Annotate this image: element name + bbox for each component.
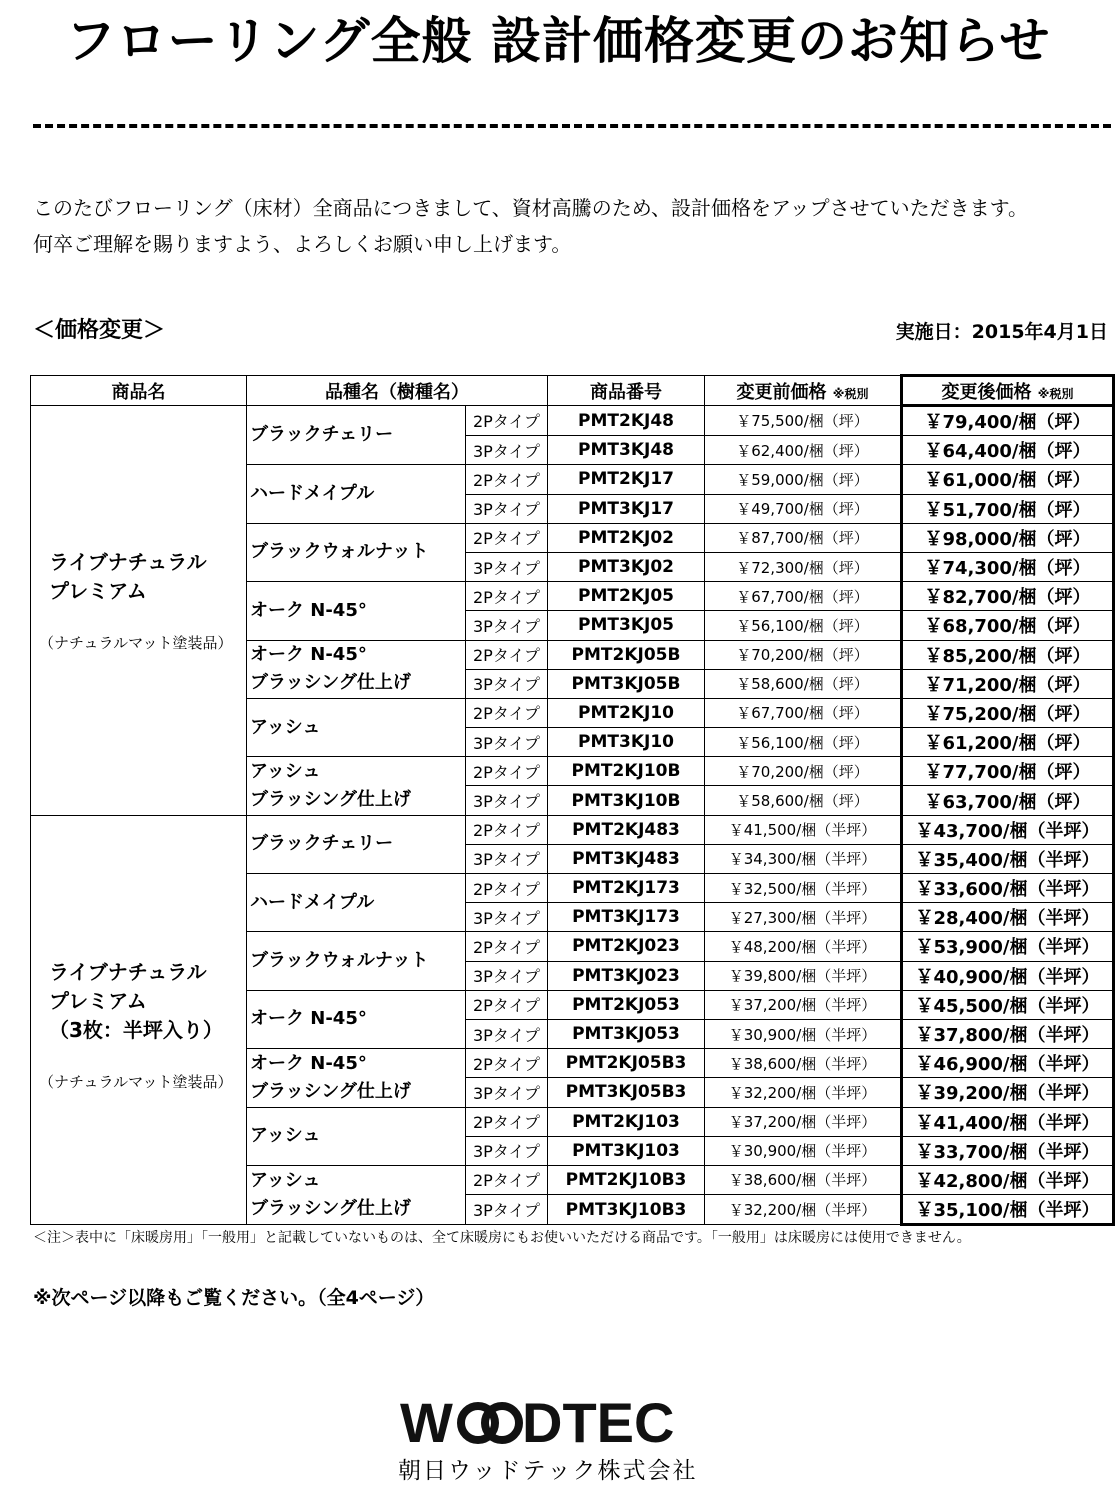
type-cell: 3Pタイプ [466, 961, 548, 990]
table-body [31, 406, 1114, 1225]
variety-name-cell [247, 640, 466, 698]
woodtec-wordmark-icon [398, 1390, 698, 1454]
type-cell: 2Pタイプ [466, 1049, 548, 1078]
type-cell: 2Pタイプ [466, 1165, 548, 1194]
svg-text:W: W [400, 1391, 453, 1454]
variety-finish: ブラッシング仕上げ [250, 1198, 411, 1220]
variety-name: ブラックウォルナット [250, 950, 429, 972]
type-cell: 3Pタイプ [466, 1078, 548, 1107]
product-code-cell: PMT3KJ10B3 [548, 1195, 705, 1225]
svg-text:DTEC: DTEC [522, 1391, 675, 1454]
variety-name: ブラックチェリー [250, 424, 394, 446]
old-price-cell: ￥56,100/梱（坪） [705, 728, 902, 757]
product-code-cell: PMT3KJ05B [548, 669, 705, 698]
product-code-cell: PMT3KJ10 [548, 728, 705, 757]
type-cell: 2Pタイプ [466, 406, 548, 436]
variety-name-cell [247, 990, 466, 1048]
header-old-price-label: 変更前価格 [736, 381, 827, 403]
new-price-cell: ￥40,900/梱（半坪） [902, 961, 1114, 990]
new-price-cell: ￥35,100/梱（半坪） [902, 1195, 1114, 1225]
variety-name-cell [247, 406, 466, 465]
old-price-cell: ￥67,700/梱（坪） [705, 582, 902, 611]
new-price-cell: ￥53,900/梱（半坪） [902, 932, 1114, 961]
new-price-cell: ￥74,300/梱（坪） [902, 552, 1114, 581]
type-cell: 2Pタイプ [466, 523, 548, 552]
intro-text [33, 190, 1113, 262]
page-title: フローリング全般 設計価格変更のお知らせ [65, 12, 1051, 70]
old-price-cell: ￥32,500/梱（半坪） [705, 874, 902, 903]
variety-name: ブラックチェリー [250, 833, 394, 855]
product-code-cell: PMT2KJ48 [548, 406, 705, 436]
type-cell: 2Pタイプ [466, 1107, 548, 1136]
variety-name: アッシュ [250, 1170, 321, 1192]
header-new-price-label: 変更後価格 [941, 381, 1032, 403]
old-price-cell: ￥30,900/梱（半坪） [705, 1019, 902, 1048]
new-price-cell: ￥46,900/梱（半坪） [902, 1049, 1114, 1078]
product-group-subtitle: （ナチュラルマット塗装品） [39, 634, 233, 652]
type-cell: 2Pタイプ [466, 815, 548, 844]
type-cell: 2Pタイプ [466, 990, 548, 1019]
old-price-cell: ￥56,100/梱（坪） [705, 611, 902, 640]
variety-name-cell [247, 1107, 466, 1165]
type-cell: 3Pタイプ [466, 1019, 548, 1048]
old-price-cell: ￥37,200/梱（半坪） [705, 990, 902, 1019]
type-cell: 3Pタイプ [466, 436, 548, 465]
variety-name: ハードメイプル [250, 891, 375, 913]
type-cell: 3Pタイプ [466, 1136, 548, 1165]
product-code-cell: PMT2KJ053 [548, 990, 705, 1019]
product-group-cell [31, 815, 247, 1225]
table-row [31, 406, 1114, 436]
new-price-cell: ￥75,200/梱（坪） [902, 698, 1114, 727]
next-page-notice: ※次ページ以降もご覧ください。（全4ページ） [33, 1287, 435, 1309]
product-code-cell: PMT2KJ023 [548, 932, 705, 961]
new-price-cell: ￥79,400/梱（坪） [902, 406, 1114, 436]
variety-finish: ブラッシング仕上げ [250, 672, 411, 694]
new-price-cell: ￥85,200/梱（坪） [902, 640, 1114, 669]
product-code-cell: PMT2KJ10B [548, 757, 705, 786]
header-new-tax-note: ※税別 [1037, 386, 1074, 401]
product-group-name: プレミアム [49, 988, 147, 1013]
old-price-cell: ￥72,300/梱（坪） [705, 552, 902, 581]
type-cell: 2Pタイプ [466, 698, 548, 727]
old-price-cell: ￥38,600/梱（半坪） [705, 1049, 902, 1078]
new-price-cell: ￥28,400/梱（半坪） [902, 903, 1114, 932]
type-cell: 2Pタイプ [466, 874, 548, 903]
product-code-cell: PMT2KJ05 [548, 582, 705, 611]
old-price-cell: ￥62,400/梱（坪） [705, 436, 902, 465]
product-group-name: ライブナチュラル [49, 959, 207, 984]
variety-name-cell [247, 523, 466, 581]
new-price-cell: ￥43,700/梱（半坪） [902, 815, 1114, 844]
variety-name-cell [247, 1165, 466, 1224]
product-code-cell: PMT3KJ173 [548, 903, 705, 932]
old-price-cell: ￥87,700/梱（坪） [705, 523, 902, 552]
price-table [30, 374, 1115, 1226]
variety-name-cell [247, 757, 466, 815]
old-price-cell: ￥75,500/梱（坪） [705, 406, 902, 436]
product-code-cell: PMT2KJ10 [548, 698, 705, 727]
product-code-cell: PMT2KJ02 [548, 523, 705, 552]
variety-name-cell [247, 815, 466, 873]
old-price-cell: ￥27,300/梱（半坪） [705, 903, 902, 932]
type-cell: 2Pタイプ [466, 757, 548, 786]
new-price-cell: ￥33,600/梱（半坪） [902, 874, 1114, 903]
product-code-cell: PMT3KJ053 [548, 1019, 705, 1048]
old-price-cell: ￥70,200/梱（坪） [705, 757, 902, 786]
new-price-cell: ￥37,800/梱（半坪） [902, 1019, 1114, 1048]
effective-date: 実施日：2015年4月1日 [895, 321, 1108, 343]
product-code-cell: PMT2KJ103 [548, 1107, 705, 1136]
new-price-cell: ￥64,400/梱（坪） [902, 436, 1114, 465]
footnote: ＜注＞表中に「床暖房用」「一般用」と記載していないものは、全て床暖房にもお使いいただける商品です。「一般用」は床暖房には使用できません。 [33, 1230, 971, 1246]
product-code-cell: PMT3KJ17 [548, 494, 705, 523]
new-price-cell: ￥61,000/梱（坪） [902, 465, 1114, 494]
variety-name: アッシュ [250, 760, 321, 782]
new-price-cell: ￥45,500/梱（半坪） [902, 990, 1114, 1019]
product-code-cell: PMT3KJ483 [548, 844, 705, 873]
new-price-cell: ￥42,800/梱（半坪） [902, 1165, 1114, 1194]
variety-name-cell [247, 698, 466, 756]
old-price-cell: ￥39,800/梱（半坪） [705, 961, 902, 990]
type-cell: 3Pタイプ [466, 786, 548, 815]
new-price-cell: ￥61,200/梱（坪） [902, 728, 1114, 757]
type-cell: 3Pタイプ [466, 552, 548, 581]
variety-name-cell [247, 932, 466, 990]
header-old-tax-note: ※税別 [832, 386, 869, 401]
type-cell: 3Pタイプ [466, 1195, 548, 1225]
product-group-name: （3枚：半坪入り） [49, 1017, 223, 1042]
new-price-cell: ￥35,400/梱（半坪） [902, 844, 1114, 873]
dashed-divider [33, 124, 1111, 128]
variety-name: ブラックウォルナット [250, 541, 429, 563]
old-price-cell: ￥70,200/梱（坪） [705, 640, 902, 669]
intro-line-1: このたびフローリング（床材）全商品につきまして、資材高騰のため、設計価格をアップさせていただきます。 [33, 196, 1028, 220]
product-group-name: プレミアム [49, 579, 147, 603]
woodtec-logo [398, 1390, 698, 1490]
product-code-cell: PMT3KJ023 [548, 961, 705, 990]
type-cell: 2Pタイプ [466, 640, 548, 669]
variety-name: オーク N-45° [250, 644, 367, 666]
new-price-cell: ￥39,200/梱（半坪） [902, 1078, 1114, 1107]
product-code-cell: PMT2KJ10B3 [548, 1165, 705, 1194]
variety-name-cell [247, 1049, 466, 1107]
type-cell: 3Pタイプ [466, 494, 548, 523]
table-row [31, 815, 1114, 844]
variety-name: アッシュ [250, 716, 321, 738]
old-price-cell: ￥41,500/梱（半坪） [705, 815, 902, 844]
variety-finish: ブラッシング仕上げ [250, 1080, 411, 1102]
product-code-cell: PMT3KJ02 [548, 552, 705, 581]
header-new-price [902, 376, 1114, 406]
product-code-cell: PMT3KJ48 [548, 436, 705, 465]
type-cell: 2Pタイプ [466, 932, 548, 961]
product-code-cell: PMT3KJ05B3 [548, 1078, 705, 1107]
old-price-cell: ￥59,000/梱（坪） [705, 465, 902, 494]
variety-name-cell [247, 465, 466, 523]
new-price-cell: ￥98,000/梱（坪） [902, 523, 1114, 552]
product-code-cell: PMT2KJ17 [548, 465, 705, 494]
variety-finish: ブラッシング仕上げ [250, 788, 411, 810]
type-cell: 2Pタイプ [466, 582, 548, 611]
new-price-cell: ￥41,400/梱（半坪） [902, 1107, 1114, 1136]
product-code-cell: PMT2KJ173 [548, 874, 705, 903]
new-price-cell: ￥71,200/梱（坪） [902, 669, 1114, 698]
old-price-cell: ￥38,600/梱（半坪） [705, 1165, 902, 1194]
new-price-cell: ￥63,700/梱（坪） [902, 786, 1114, 815]
variety-name: オーク N-45° [250, 1052, 367, 1074]
old-price-cell: ￥67,700/梱（坪） [705, 698, 902, 727]
table-header-row [31, 376, 1114, 406]
old-price-cell: ￥32,200/梱（半坪） [705, 1195, 902, 1225]
product-code-cell: PMT2KJ05B [548, 640, 705, 669]
product-code-cell: PMT3KJ05 [548, 611, 705, 640]
old-price-cell: ￥58,600/梱（坪） [705, 669, 902, 698]
old-price-cell: ￥32,200/梱（半坪） [705, 1078, 902, 1107]
old-price-cell: ￥30,900/梱（半坪） [705, 1136, 902, 1165]
type-cell: 3Pタイプ [466, 844, 548, 873]
old-price-cell: ￥49,700/梱（坪） [705, 494, 902, 523]
old-price-cell: ￥34,300/梱（半坪） [705, 844, 902, 873]
type-cell: 2Pタイプ [466, 465, 548, 494]
new-price-cell: ￥33,700/梱（半坪） [902, 1136, 1114, 1165]
new-price-cell: ￥68,700/梱（坪） [902, 611, 1114, 640]
variety-name: オーク N-45° [250, 599, 367, 621]
type-cell: 3Pタイプ [466, 728, 548, 757]
new-price-cell: ￥51,700/梱（坪） [902, 494, 1114, 523]
product-group-name: ライブナチュラル [49, 550, 207, 574]
header-product: 商品名 [31, 376, 247, 406]
product-code-cell: PMT2KJ05B3 [548, 1049, 705, 1078]
variety-name: アッシュ [250, 1125, 321, 1147]
type-cell: 3Pタイプ [466, 903, 548, 932]
type-cell: 3Pタイプ [466, 669, 548, 698]
new-price-cell: ￥82,700/梱（坪） [902, 582, 1114, 611]
type-cell: 3Pタイプ [466, 611, 548, 640]
company-name: 朝日ウッドテック株式会社 [398, 1458, 698, 1484]
product-code-cell: PMT2KJ483 [548, 815, 705, 844]
product-group-cell [31, 406, 247, 816]
header-old-price [705, 376, 902, 406]
intro-line-2: 何卒ご理解を賜りますよう、よろしくお願い申し上げます。 [33, 232, 572, 256]
variety-name-cell [247, 874, 466, 932]
old-price-cell: ￥58,600/梱（坪） [705, 786, 902, 815]
variety-name-cell [247, 582, 466, 640]
new-price-cell: ￥77,700/梱（坪） [902, 757, 1114, 786]
product-code-cell: PMT3KJ103 [548, 1136, 705, 1165]
variety-name: オーク N-45° [250, 1008, 367, 1030]
header-variety: 品種名（樹種名） [247, 376, 548, 406]
variety-name: ハードメイプル [250, 483, 375, 505]
header-code: 商品番号 [548, 376, 705, 406]
old-price-cell: ￥48,200/梱（半坪） [705, 932, 902, 961]
old-price-cell: ￥37,200/梱（半坪） [705, 1107, 902, 1136]
product-group-subtitle: （ナチュラルマット塗装品） [39, 1072, 233, 1091]
product-code-cell: PMT3KJ10B [548, 786, 705, 815]
section-title: ＜価格変更＞ [33, 318, 166, 343]
